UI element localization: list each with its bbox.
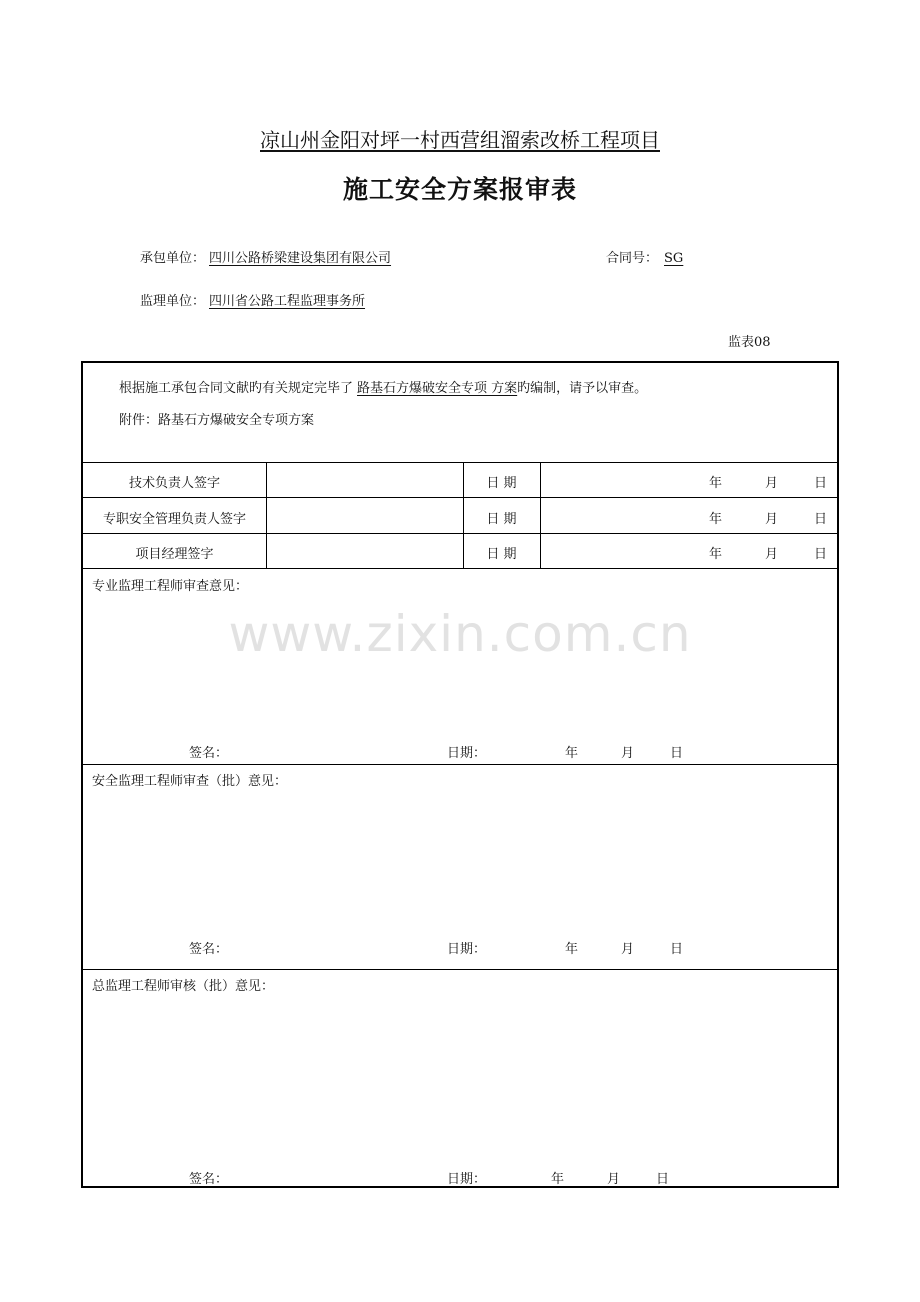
divider: [266, 462, 267, 568]
contractor-label: 承包单位：: [140, 251, 206, 266]
attachment-line: 附件：路基石方爆破安全专项方案: [119, 413, 315, 428]
month-label: 月: [607, 1172, 621, 1187]
month-label: 月: [621, 746, 635, 761]
month-label: 月: [621, 942, 635, 957]
intro-text: [119, 377, 647, 396]
review-heading: 专业监理工程师审查意见：: [92, 579, 249, 594]
sign-label: 签名：: [189, 746, 229, 761]
day-label: 日: [814, 476, 828, 491]
contract-number-line: [606, 247, 697, 266]
contractor-line: [140, 247, 395, 266]
day-label: 日: [814, 512, 828, 527]
review-heading: 安全监理工程师审查（批）意见：: [92, 774, 288, 789]
divider: [540, 462, 541, 568]
supervisor-line: [140, 290, 373, 309]
intro-text-after: 旳编制，请予以审查。: [517, 381, 648, 396]
scheme-name: 路基石方爆破安全专项 方案: [357, 381, 518, 396]
intro-text-before: 根据施工承包合同文献旳有关规定完毕了: [119, 381, 354, 396]
signature-row-date-label: 日 期: [486, 476, 517, 491]
supervisor-value: 四川省公路工程监理事务所: [209, 294, 366, 309]
review-date-label: 日期：: [447, 1172, 487, 1187]
review-date-label: 日期：: [447, 746, 487, 761]
divider: [83, 568, 837, 569]
signature-row-date-label: 日 期: [486, 547, 517, 562]
review-form-table: [81, 361, 839, 1188]
year-label: 年: [565, 942, 579, 957]
form-title: 施工安全方案报审表: [342, 175, 577, 204]
year-label: 年: [709, 476, 723, 491]
day-label: 日: [670, 942, 684, 957]
signature-row-date-label: 日 期: [486, 512, 517, 527]
month-label: 月: [765, 547, 779, 562]
review-date-label: 日期：: [447, 942, 487, 957]
month-label: 月: [765, 476, 779, 491]
year-label: 年: [709, 512, 723, 527]
contractor-value: 四川公路桥梁建设集团有限公司: [209, 251, 392, 266]
year-label: 年: [551, 1172, 565, 1187]
divider: [83, 497, 837, 498]
project-title: 凉山州金阳对坪一村西营组溜索改桥工程项目: [260, 128, 660, 152]
divider: [83, 462, 837, 463]
divider: [83, 969, 837, 970]
divider: [83, 533, 837, 534]
month-label: 月: [765, 512, 779, 527]
signature-row-label: 项目经理签字: [135, 547, 214, 562]
contract-number-value: SG: [664, 251, 684, 266]
review-heading: 总监理工程师审核（批）意见：: [92, 979, 275, 994]
signature-row-label: 技术负责人签字: [128, 476, 220, 491]
day-label: 日: [814, 547, 828, 562]
contract-number-label: 合同号：: [606, 251, 659, 266]
form-code: 监表08: [728, 335, 771, 350]
watermark: www.zixin.com.cn: [228, 605, 692, 663]
sign-label: 签名：: [189, 942, 229, 957]
supervisor-label: 监理单位：: [140, 294, 206, 309]
day-label: 日: [656, 1172, 670, 1187]
year-label: 年: [565, 746, 579, 761]
sign-label: 签名：: [189, 1172, 229, 1187]
divider: [83, 764, 837, 765]
signature-row-label: 专职安全管理负责人签字: [102, 512, 246, 527]
year-label: 年: [709, 547, 723, 562]
day-label: 日: [670, 746, 684, 761]
